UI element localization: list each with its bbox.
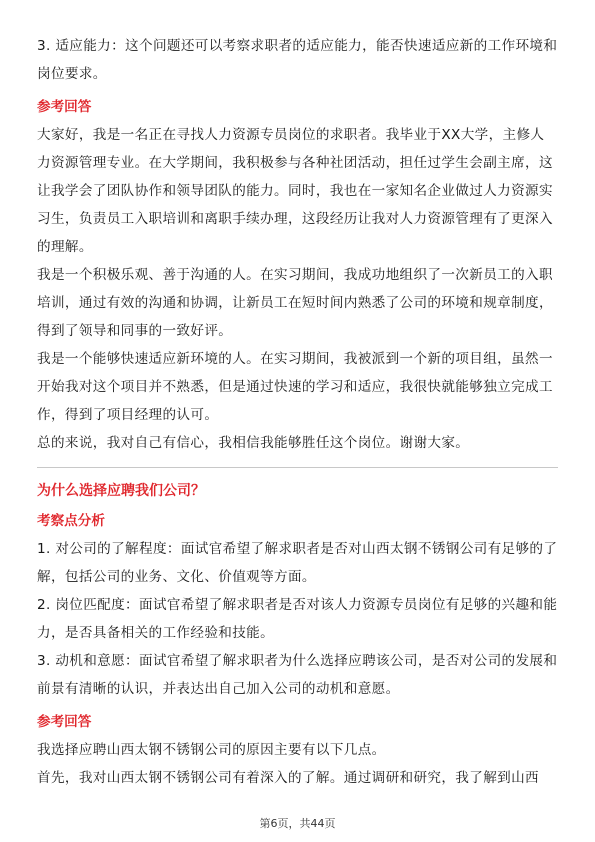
analysis-item-1: 1. 对公司的了解程度：面试官希望了解求职者是否对山西太钢不锈钢公司有足够的了解，包括公司的业务、文化、价值观等方面。 xyxy=(37,541,558,585)
analysis-heading: 考察点分析 xyxy=(37,513,105,529)
page-number: 第6页，共44页 xyxy=(259,817,336,830)
question-title: 为什么选择应聘我们公司？ xyxy=(37,483,205,499)
analysis-item-2: 2. 岗位匹配度：面试官希望了解求职者是否对该人力资源专员岗位有足够的兴趣和能力，是否具备相关的工作经验和技能。 xyxy=(37,597,558,641)
answer-paragraph: 我是一个能够快速适应新环境的人。在实习期间，我被派到一个新的项目组，虽然一开始我对这个项目并不熟悉，但是通过快速的学习和适应，我很快就能够独立完成工作，得到了项目经理的认可。 xyxy=(37,351,553,423)
answer-paragraph: 首先，我对山西太钢不锈钢公司有着深入的了解。通过调研和研究，我了解到山西 xyxy=(37,770,539,786)
answer-paragraph: 总的来说，我对自己有信心，我相信我能够胜任这个岗位。谢谢大家。 xyxy=(37,435,470,451)
analysis-item-3: 3. 适应能力：这个问题还可以考察求职者的适应能力，能否快速适应新的工作环境和岗位要求。 xyxy=(37,38,558,82)
page-content xyxy=(37,32,558,792)
answer-heading: 参考回答 xyxy=(37,99,92,115)
answer-paragraph: 我是一个积极乐观、善于沟通的人。在实习期间，我成功地组织了一次新员工的入职培训，通过有效的沟通和协调，让新员工在短时间内熟悉了公司的环境和规章制度，得到了领导和同事的一致好评。 xyxy=(37,267,553,339)
answer-heading: 参考回答 xyxy=(37,714,92,730)
answer-paragraph: 我选择应聘山西太钢不锈钢公司的原因主要有以下几点。 xyxy=(37,742,386,758)
answer-paragraph: 大家好，我是一名正在寻找人力资源专员岗位的求职者。我毕业于XX大学，主修人力资源管理专业。在大学期间，我积极参与各种社团活动，担任过学生会副主席，这让我学会了团队协作和领导团队的能力。同时，我也在一家知名企业做过人力资源实习生，负责员工入职培训和离职手续办理，这段经历让我对人力资源管理有了更深入的理解。 xyxy=(37,127,553,255)
section-divider xyxy=(37,467,558,468)
analysis-item-3: 3. 动机和意愿：面试官希望了解求职者为什么选择应聘该公司，是否对公司的发展和前景有清晰的认识，并表达出自己加入公司的动机和意愿。 xyxy=(37,653,558,697)
